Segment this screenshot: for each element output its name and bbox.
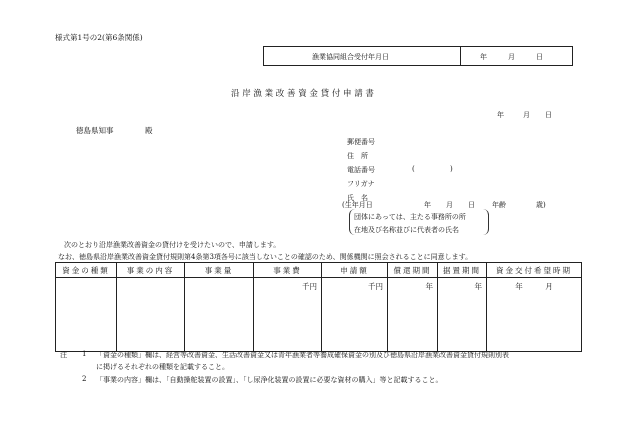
cell-project-volume[interactable] [185, 278, 254, 352]
note2-line1: 「事業の内容」欄は、「自動操舵装置の設置」、「し尿浄化装置の設置に必要な資材の購入」等と記載すること。 [96, 376, 443, 384]
note1-line1: 「資金の種類」欄は、経営等改善資金、生活改善資金又は青年漁業者等養成確保資金の別及び徳島県沿岸漁業改善資金貸付規則別表 [96, 351, 509, 359]
cell-grace-period[interactable]: 年 [438, 278, 487, 352]
postal-code-label: 郵便番号 [347, 138, 375, 146]
reception-year: 年 [480, 53, 487, 61]
header-project-cost: 事業費 [254, 263, 322, 278]
document-title: 沿 岸 漁 業 改 善 資 金 貸 付 申 請 書 [231, 89, 374, 99]
furigana-label: フリガナ [347, 180, 375, 188]
table-header-row [56, 263, 582, 278]
date-day: 日 [545, 111, 552, 119]
org-note-line2: 在地及び名称並びに代表者の氏名 [354, 226, 459, 234]
reception-label: 漁業協同組合受付年月日 [312, 53, 389, 61]
birth-label: (生年月日 [342, 201, 373, 209]
reception-box-divider [460, 47, 461, 65]
cell-requested-amount[interactable]: 千円 [322, 278, 388, 352]
header-requested-amount: 申請額 [322, 263, 388, 278]
header-fund-type: 資金の種類 [56, 263, 117, 278]
birth-year: 年 [424, 201, 431, 209]
reception-day: 日 [536, 53, 543, 61]
birth-month: 月 [446, 201, 453, 209]
header-repayment-period: 償還期間 [388, 263, 438, 278]
header-desired-disbursement: 資金交付希望時期 [487, 263, 582, 278]
name-label: 氏 名 [347, 194, 368, 202]
reception-date-box [263, 46, 573, 66]
cell-project-cost[interactable]: 千円 [254, 278, 322, 352]
note2-number: 2 [82, 375, 87, 383]
note1-line2: に掲げるそれぞれの種類を記載すること。 [96, 363, 229, 371]
address-label: 住 所 [347, 152, 368, 160]
header-project-volume: 事業量 [185, 263, 254, 278]
cell-repayment-period[interactable]: 年 [388, 278, 438, 352]
consent-statement: なお、徳島県沿岸漁業改善資金貸付規則第4条第3項各号に該当しないことの確認のため、関係機関に照会されることに同意します。 [58, 253, 473, 261]
cell-fund-type[interactable] [56, 278, 117, 352]
age-label: 年齢 [492, 201, 506, 209]
reception-month: 月 [508, 53, 515, 61]
birth-day: 日 [468, 201, 475, 209]
cell-desired-disbursement[interactable]: 年 月 [487, 278, 582, 352]
header-grace-period: 据置期間 [438, 263, 487, 278]
age-unit: 歳) [536, 201, 546, 209]
org-note-line1: 団体にあっては、主たる事務所の所 [354, 213, 466, 221]
date-month: 月 [523, 111, 530, 119]
header-project-content: 事業の内容 [117, 263, 185, 278]
cell-project-content[interactable] [117, 278, 185, 352]
note1-number: 1 [82, 350, 87, 358]
date-year: 年 [497, 111, 504, 119]
honorific: 殿 [145, 126, 153, 135]
form-number: 様式第1号の2(第6条関係) [55, 33, 143, 42]
addressee: 徳島県知事 [76, 126, 114, 135]
phone-label: 電話番号 [347, 166, 375, 174]
phone-paren-open: ( [412, 165, 415, 173]
application-table [55, 262, 582, 352]
notes-label: 注 [60, 351, 67, 359]
table-row [56, 278, 582, 352]
application-statement: 次のとおり沿岸漁業改善資金の貸付けを受けたいので、申請します。 [64, 241, 281, 249]
phone-paren-close: ) [450, 165, 453, 173]
